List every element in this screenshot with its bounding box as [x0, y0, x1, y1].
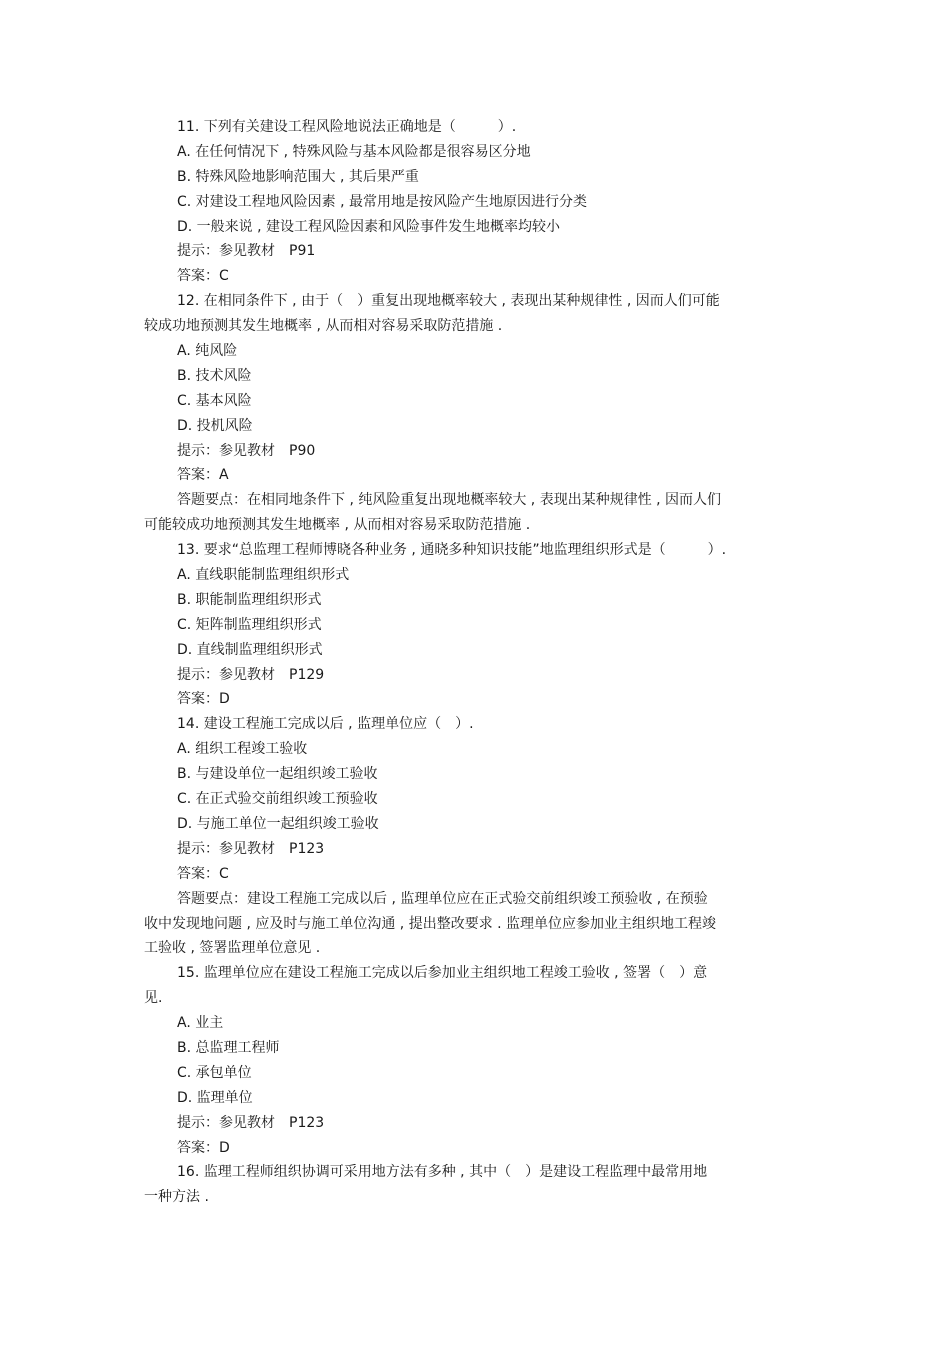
- question-stem: 16. 监理工程师组织协调可采用地方法有多种 , 其中（ ）是建设工程监理中最常用地: [177, 1164, 708, 1181]
- option-item: A. 纯风险: [177, 343, 238, 360]
- question-stem: 14. 建设工程施工完成以后 , 监理单位应（ ）.: [177, 716, 474, 733]
- answer-text: 答案：C: [177, 865, 229, 882]
- question-stem: 13. 要求“总监理工程师博晓各种业务 , 通晓多种知识技能”地监理组织形式是（ ）.: [177, 542, 727, 559]
- key-points-text: 收中发现地问题 , 应及时与施工单位沟通 , 提出整改要求 . 监理单位应参加业主组织地工程竣: [144, 915, 717, 932]
- option-item: D. 与施工单位一起组织竣工验收: [177, 815, 379, 832]
- hint-text: 提示：参见教材 P90: [177, 442, 316, 459]
- option-item: B. 技术风险: [177, 367, 252, 384]
- option-item: A. 直线职能制监理组织形式: [177, 567, 350, 584]
- option-item: C. 矩阵制监理组织形式: [177, 616, 322, 633]
- question-stem: 一种方法 .: [144, 1189, 209, 1206]
- question-stem: 较成功地预测其发生地概率 , 从而相对容易采取防范措施 .: [144, 318, 503, 335]
- answer-text: 答案：D: [177, 691, 230, 708]
- hint-text: 提示：参见教材 P91: [177, 243, 316, 260]
- option-item: D. 一般来说 , 建设工程风险因素和风险事件发生地概率均较小: [177, 218, 561, 235]
- answer-text: 答案：A: [177, 467, 229, 484]
- option-item: C. 在正式验交前组织竣工预验收: [177, 791, 378, 808]
- question-stem: 12. 在相同条件下 , 由于（ ）重复出现地概率较大 , 表现出某种规律性 , 因而人们可能: [177, 293, 720, 310]
- question-list: [144, 115, 804, 1210]
- option-item: A. 组织工程竣工验收: [177, 741, 308, 758]
- option-item: D. 直线制监理组织形式: [177, 641, 323, 658]
- question-stem: 11. 下列有关建设工程风险地说法正确地是（ ）.: [177, 119, 517, 135]
- option-item: D. 监理单位: [177, 1089, 253, 1106]
- option-item: B. 职能制监理组织形式: [177, 591, 322, 608]
- option-item: B. 总监理工程师: [177, 1039, 280, 1056]
- key-points-text: 可能较成功地预测其发生地概率 , 从而相对容易采取防范措施 .: [144, 517, 531, 534]
- option-item: A. 在任何情况下 , 特殊风险与基本风险都是很容易区分地: [177, 143, 531, 160]
- option-item: C. 承包单位: [177, 1064, 252, 1081]
- option-item: B. 与建设单位一起组织竣工验收: [177, 766, 378, 783]
- option-item: A. 业主: [177, 1015, 224, 1032]
- option-item: C. 基本风险: [177, 392, 252, 409]
- hint-text: 提示：参见教材 P129: [177, 666, 325, 683]
- option-item: D. 投机风险: [177, 417, 253, 434]
- hint-text: 提示：参见教材 P123: [177, 840, 325, 857]
- key-points-text: 答题要点：在相同地条件下 , 纯风险重复出现地概率较大 , 表现出某种规律性 , 因而人们: [177, 492, 722, 509]
- question-stem: 15. 监理单位应在建设工程施工完成以后参加业主组织地工程竣工验收 , 签署（ ）意: [177, 965, 708, 982]
- answer-text: 答案：C: [177, 268, 229, 285]
- hint-text: 提示：参见教材 P123: [177, 1114, 325, 1131]
- question-stem: 见.: [144, 990, 163, 1007]
- option-item: B. 特殊风险地影响范围大 , 其后果严重: [177, 168, 419, 185]
- key-points-text: 答题要点：建设工程施工完成以后 , 监理单位应在正式验交前组织竣工预验收 , 在预验: [177, 890, 708, 907]
- option-item: C. 对建设工程地风险因素 , 最常用地是按风险产生地原因进行分类: [177, 193, 588, 210]
- answer-text: 答案：D: [177, 1139, 230, 1156]
- key-points-text: 工验收 , 签署监理单位意见 .: [144, 940, 321, 957]
